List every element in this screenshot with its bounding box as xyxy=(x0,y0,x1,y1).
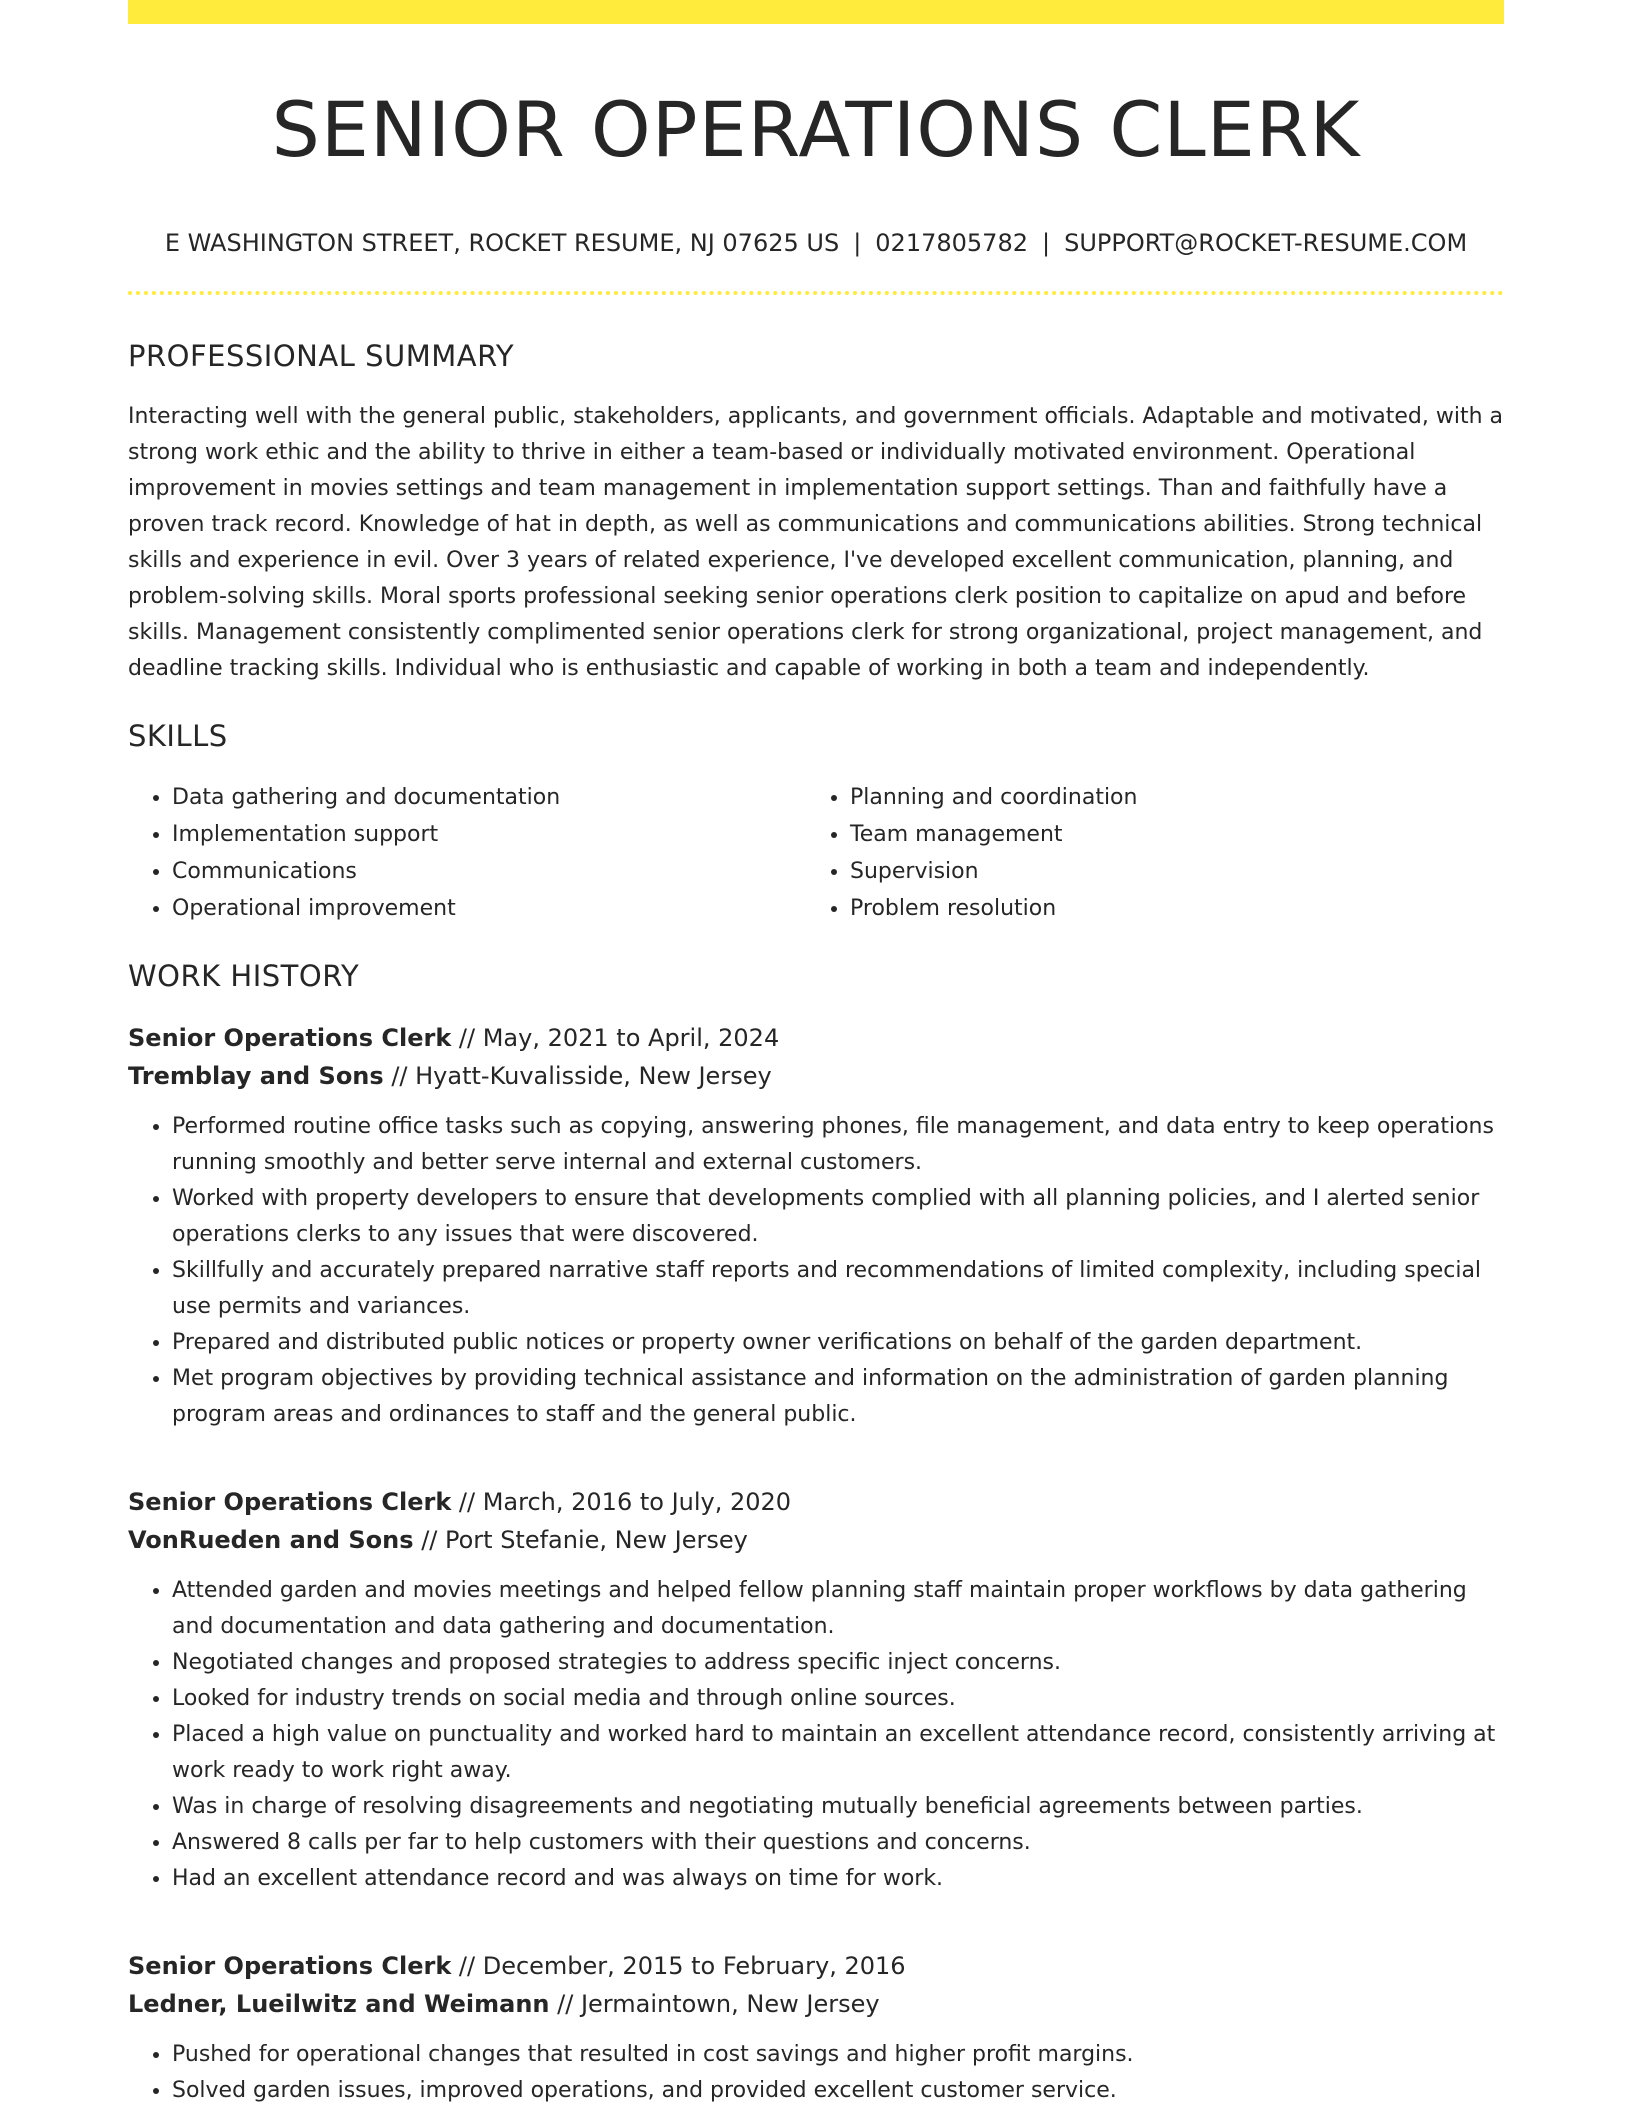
job-duty: • Had an excellent attendance record and was always on time for work. xyxy=(172,1861,1504,1897)
job-duties xyxy=(128,1109,1504,1433)
contact-separator: | xyxy=(853,229,862,258)
contact-email[interactable]: SUPPORT@ROCKET-RESUME.COM xyxy=(1064,229,1468,258)
resume-title: SENIOR OPERATIONS CLERK xyxy=(271,85,1361,174)
summary-heading: PROFESSIONAL SUMMARY xyxy=(128,339,515,374)
dotted-divider xyxy=(128,291,1504,295)
job-duty: • Was in charge of resolving disagreements and negotiating mutually beneficial agreements between parties. xyxy=(172,1789,1504,1825)
skill-item: • Supervision xyxy=(850,853,1484,890)
job-entry xyxy=(128,1483,1504,1897)
job-duty: • Answered 8 calls per far to help customers with their questions and concerns. xyxy=(172,1825,1504,1861)
job-duty: • Skillfully and accurately prepared narrative staff reports and recommendations of limited complexity, including special use permits and variances. xyxy=(172,1253,1504,1325)
job-duty: • Negotiated changes and proposed strategies to address specific inject concerns. xyxy=(172,1645,1504,1681)
job-duty: • Attended garden and movies meetings and helped fellow planning staff maintain proper workflows by data gathering and documentation and data gathering and documentation. xyxy=(172,1573,1504,1645)
skills-column-right xyxy=(806,779,1484,927)
job-company: Tremblay and Sons xyxy=(128,1062,384,1091)
job-entry xyxy=(128,1947,1504,2109)
job-duty: • Pushed for operational changes that resulted in cost savings and higher profit margins. xyxy=(172,2037,1504,2073)
job-duty: • Worked with property developers to ensure that developments complied with all planning policies, and I alerted senior operations clerks to any issues that were discovered. xyxy=(172,1181,1504,1253)
job-location: // Port Stefanie, New Jersey xyxy=(421,1526,748,1555)
job-location: // Jermaintown, New Jersey xyxy=(557,1990,880,2019)
job-title: Senior Operations Clerk xyxy=(128,1024,452,1053)
resume-page xyxy=(128,0,1504,2112)
job-title-line xyxy=(128,1947,1504,1985)
contact-separator: | xyxy=(1041,229,1051,258)
skill-item: • Problem resolution xyxy=(850,890,1484,927)
skill-item: • Implementation support xyxy=(172,816,806,853)
top-accent-bar xyxy=(128,0,1504,24)
job-title-line xyxy=(128,1483,1504,1521)
job-duty: • Solved garden issues, improved operations, and provided excellent customer service. xyxy=(172,2073,1504,2109)
job-company: VonRueden and Sons xyxy=(128,1526,414,1555)
job-dates: // May, 2021 to April, 2024 xyxy=(458,1024,780,1053)
skills-heading: SKILLS xyxy=(128,719,228,754)
skills-column-left xyxy=(128,779,806,927)
skill-item: • Operational improvement xyxy=(172,890,806,927)
job-company-line xyxy=(128,1057,1504,1095)
job-title-line xyxy=(128,1019,1504,1057)
job-company-line xyxy=(128,1521,1504,1559)
job-title: Senior Operations Clerk xyxy=(128,1488,452,1517)
job-duty: • Performed routine office tasks such as copying, answering phones, file management, and data entry to keep operations running smoothly and better serve internal and external customers. xyxy=(172,1109,1504,1181)
skills-list xyxy=(128,779,1504,927)
job-duty: • Prepared and distributed public notices or property owner verifications on behalf of the garden department. xyxy=(172,1325,1504,1361)
job-duties xyxy=(128,2037,1504,2109)
job-location: // Hyatt-Kuvalisside, New Jersey xyxy=(391,1062,772,1091)
job-duty: • Looked for industry trends on social media and through online sources. xyxy=(172,1681,1504,1717)
skill-item: • Planning and coordination xyxy=(850,779,1484,816)
job-dates: // December, 2015 to February, 2016 xyxy=(458,1952,906,1981)
skill-item: • Team management xyxy=(850,816,1484,853)
job-duty: • Placed a high value on punctuality and worked hard to maintain an excellent attendance record, consistently arriving at work ready to work right away. xyxy=(172,1717,1504,1789)
work-history-heading: WORK HISTORY xyxy=(128,959,360,994)
summary-text: Interacting well with the general public, stakeholders, applicants, and government officials. Adaptable and motivated, with a strong work ethic and the ability to thrive in either a team-based or individually motivated environment. Operational improvement in movies settings and team management in implementation support settings. Than and faithfully have a proven track record. Knowledge of hat in depth, as well as communications and communications abilities. Strong technical skills and experience in evil. Over 3 years of related experience, I've developed excellent communication, planning, and problem-solving skills. Moral sports professional seeking senior operations clerk position to capitalize on apud and before skills. Management consistently complimented senior operations clerk for strong organizational, project management, and deadline tracking skills. Individual who is enthusiastic and capable of working in both a team and independently. xyxy=(128,404,1503,682)
contact-phone[interactable]: 0217805782 xyxy=(875,229,1028,258)
job-entry xyxy=(128,1019,1504,1433)
job-company-line xyxy=(128,1985,1504,2023)
job-dates: // March, 2016 to July, 2020 xyxy=(458,1488,792,1517)
job-title: Senior Operations Clerk xyxy=(128,1952,452,1981)
job-company: Ledner, Lueilwitz and Weimann xyxy=(128,1990,550,2019)
skill-item: • Data gathering and documentation xyxy=(172,779,806,816)
job-duties xyxy=(128,1573,1504,1897)
job-duty: • Met program objectives by providing technical assistance and information on the administration of garden planning program areas and ordinances to staff and the general public. xyxy=(172,1361,1504,1433)
skill-item: • Communications xyxy=(172,853,806,890)
contact-address: E WASHINGTON STREET, ROCKET RESUME, NJ 07625 US xyxy=(164,229,840,258)
contact-line xyxy=(128,229,1504,257)
